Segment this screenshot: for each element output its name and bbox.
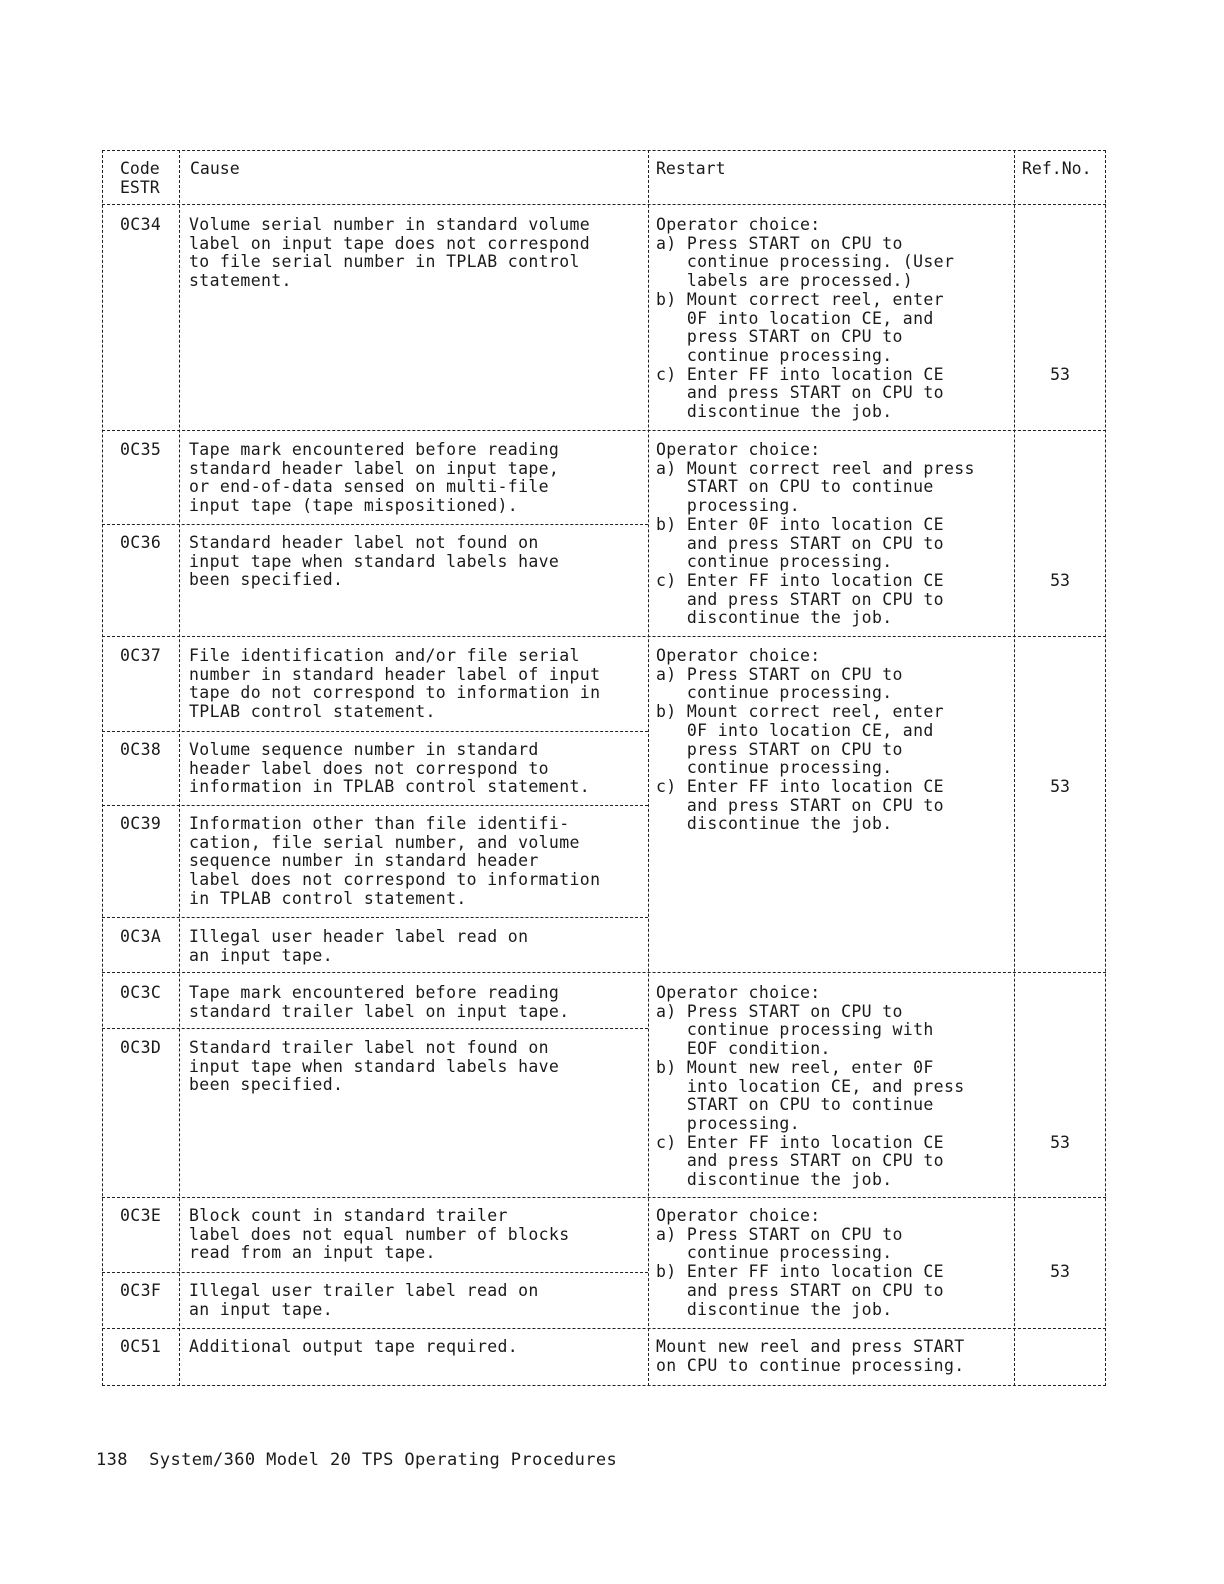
code-0C3F: 0C3F	[120, 1281, 162, 1300]
ref-0C37: 53	[1050, 777, 1070, 796]
column-divider-restart	[1014, 150, 1015, 1386]
cause-0C34: Volume serial number in standard volume label on input tape does not correspond to file serial number in TPLAB control statement.	[189, 215, 591, 291]
row-separator	[102, 430, 1106, 431]
code-0C36: 0C36	[120, 533, 162, 552]
ref-0C3E: 53	[1050, 1262, 1070, 1281]
code-0C38: 0C38	[120, 740, 162, 759]
code-0C35: 0C35	[120, 440, 162, 459]
row-separator	[102, 972, 1106, 973]
restart-0C37: Operator choice: a) Press START on CPU to continue processing. b) Mount correct reel, enter 0F into location CE, and press START on CPU to continue processing. c) Enter FF into location CE and press START on CPU to discontinue the job.	[656, 646, 944, 834]
code-0C3E: 0C3E	[120, 1206, 162, 1225]
sub-row-separator	[102, 1028, 648, 1029]
row-separator	[102, 1328, 1106, 1329]
sub-row-separator	[102, 917, 648, 918]
header-code: Code	[120, 159, 160, 178]
cause-0C3E: Block count in standard trailer label does not equal number of blocks read from an input tape.	[189, 1206, 570, 1263]
header-restart: Restart	[656, 159, 726, 178]
cause-0C38: Volume sequence number in standard header label does not correspond to information in TPLAB control statement.	[189, 740, 591, 797]
sub-row-separator	[102, 805, 648, 806]
code-0C34: 0C34	[120, 215, 162, 234]
restart-0C51: Mount new reel and press START on CPU to continue processing.	[656, 1337, 965, 1375]
cause-0C35: Tape mark encountered before reading standard header label on input tape, or end-of-data sensed on multi-file input tape (tape mispositioned).	[189, 440, 560, 516]
column-divider-code	[179, 150, 180, 1386]
code-0C3C: 0C3C	[120, 983, 162, 1002]
header-cause: Cause	[190, 159, 240, 178]
code-0C3A: 0C3A	[120, 927, 162, 946]
header-separator	[102, 204, 1106, 205]
page-footer: 138 System/360 Model 20 TPS Operating Procedures	[96, 1450, 618, 1470]
cause-0C36: Standard header label not found on input tape when standard labels have been specified.	[189, 533, 560, 590]
ref-0C34: 53	[1050, 365, 1070, 384]
cause-0C3D: Standard trailer label not found on input tape when standard labels have been specified.	[189, 1038, 560, 1095]
row-separator	[102, 1197, 1106, 1198]
ref-0C35: 53	[1050, 571, 1070, 590]
restart-0C35: Operator choice: a) Mount correct reel and press START on CPU to continue processing. b) Enter 0F into location CE and press START on CPU to continue processing. c) Enter FF into location CE and press START on CPU to discontinue the job.	[656, 440, 975, 628]
code-0C37: 0C37	[120, 646, 162, 665]
restart-0C34: Operator choice: a) Press START on CPU to continue processing. (User labels are processed.) b) Mount correct reel, enter 0F into location CE, and press START on CPU to continue processing. c) Enter FF into location CE and press START on CPU to discontinue the job.	[656, 215, 955, 422]
cause-0C3C: Tape mark encountered before reading standard trailer label on input tape.	[189, 983, 570, 1021]
restart-0C3E: Operator choice: a) Press START on CPU to continue processing. b) Enter FF into location CE and press START on CPU to discontinue the job.	[656, 1206, 944, 1319]
restart-0C3C: Operator choice: a) Press START on CPU to continue processing with EOF condition. b) Mount new reel, enter 0F into location CE, and press START on CPU to continue processing. c) Enter FF into location CE and press START on CPU to discontinue the job.	[656, 983, 965, 1190]
code-0C51: 0C51	[120, 1337, 162, 1356]
sub-row-separator	[102, 524, 648, 525]
cause-0C37: File identification and/or file serial number in standard header label of input tape do not correspond to information in TPLAB control statement.	[189, 646, 601, 722]
header-estr: ESTR	[120, 178, 160, 197]
code-0C3D: 0C3D	[120, 1038, 162, 1057]
code-0C39: 0C39	[120, 814, 162, 833]
sub-row-separator	[102, 731, 648, 732]
ref-0C3C: 53	[1050, 1133, 1070, 1152]
cause-0C39: Information other than file identifi- cation, file serial number, and volume sequence number in standard header label does not correspond to information in TPLAB control statement.	[189, 814, 601, 908]
header-ref-no: Ref.No.	[1022, 159, 1092, 178]
cause-0C51: Additional output tape required.	[189, 1337, 519, 1356]
cause-0C3F: Illegal user trailer label read on an input tape.	[189, 1281, 539, 1319]
row-separator	[102, 636, 1106, 637]
column-divider-cause	[648, 150, 649, 1386]
cause-0C3A: Illegal user header label read on an input tape.	[189, 927, 529, 965]
sub-row-separator	[102, 1272, 648, 1273]
